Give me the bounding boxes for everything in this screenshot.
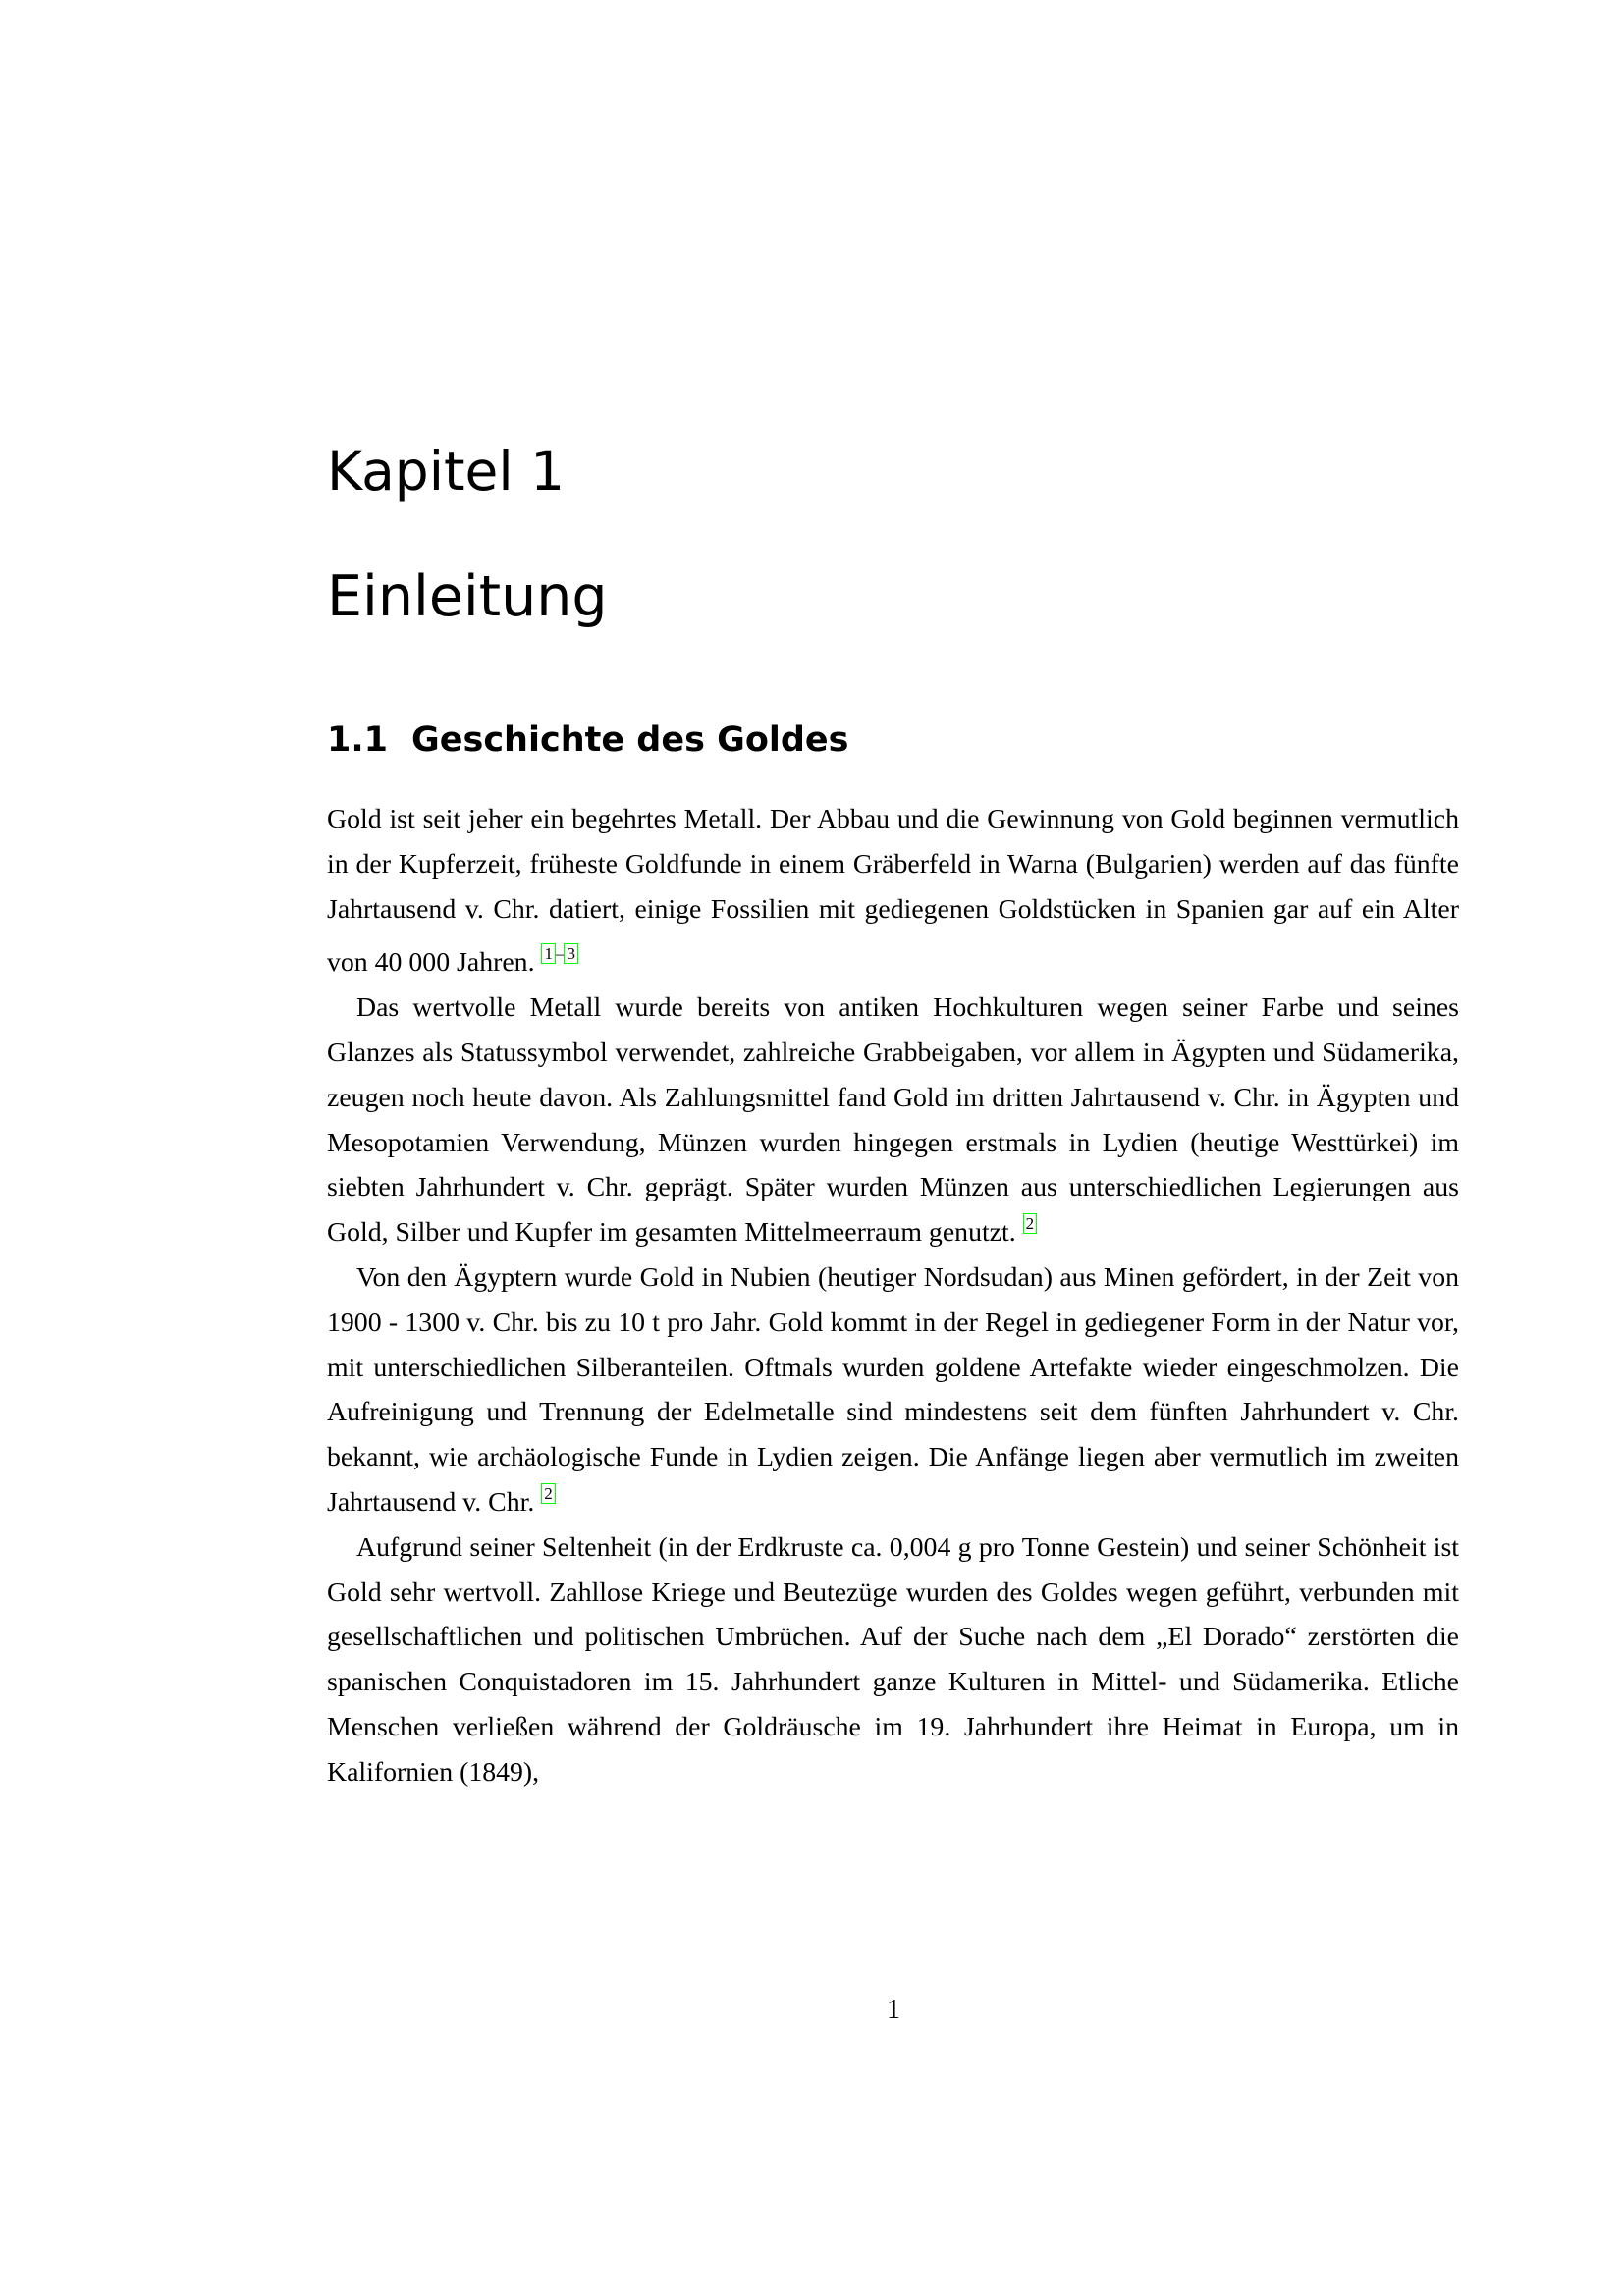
citation-link-2[interactable]: 2: [1023, 1213, 1038, 1234]
paragraph-1-text: Gold ist seit jeher ein begehrtes Metall. Der Abbau und die Gewinnung von Gold beginnen vermutlich in der Kupferzeit, früheste Goldfunde in einem Gräberfeld in Warna (Bulgarien) werden auf das fünfte Jahrtausend v. Chr. datiert, einige Fossilien mit gediegenen Goldstücken in Spanien gar auf ein Alter von 40 000 Jahren.: [327, 804, 1459, 979]
chapter-title: Einleitung: [327, 564, 608, 629]
section-title: Geschichte des Goldes: [411, 721, 849, 760]
paragraph-1: [327, 797, 1459, 986]
chapter-label: Kapitel 1: [327, 440, 566, 503]
citation-range-separator: –: [555, 944, 565, 964]
paragraph-3: [327, 1255, 1459, 1525]
paragraph-3-text: Von den Ägyptern wurde Gold in Nubien (heutiger Nordsudan) aus Minen gefördert, in der Zeit von 1900 - 1300 v. Chr. bis zu 10 t pro Jahr. Gold kommt in der Regel in gediegener Form in der Natur vor, mit unterschiedlichen Silberanteilen. Oftmals wurden goldene Artefakte wieder eingeschmolzen. Die Aufreinigung und Trennung der Edelmetalle sind mindestens seit dem fünften Jahrhundert v. Chr. bekannt, wie archäologische Funde in Lydien zeigen. Die Anfänge liegen aber vermutlich im zweiten Jahrtausend v. Chr.: [327, 1261, 1459, 1518]
body-text: [327, 797, 1459, 1795]
section-number: 1.1: [327, 721, 389, 760]
paragraph-4-text: Aufgrund seiner Seltenheit (in der Erdkruste ca. 0,004 g pro Tonne Gestein) und seiner Schönheit ist Gold sehr wertvoll. Zahllose Kriege und Beutezüge wurden des Goldes wegen geführt, verbunden mit gesellschaftlichen und politischen Umbrüchen. Auf der Suche nach dem „El Dorado“ zerstörten die spanischen Conquistadoren im 15. Jahrhundert ganze Kulturen in Mittel- und Südamerika. Etliche Menschen verließen während der Goldräusche im 19. Jahrhundert ihre Heimat in Europa, um in Kalifornien (1849),: [327, 1531, 1459, 1788]
citation-link-2[interactable]: 2: [541, 1483, 556, 1504]
page-number: 1: [887, 1995, 900, 2025]
paragraph-4: [327, 1525, 1459, 1795]
paragraph-2-text: Das wertvolle Metall wurde bereits von antiken Hochkulturen wegen seiner Farbe und seines Glanzes als Statussymbol verwendet, zahlreiche Grabbeigaben, vor allem in Ägypten und Südamerika, zeugen noch heute davon. Als Zahlungsmittel fand Gold im dritten Jahrtausend v. Chr. in Ägypten und Mesopotamien Verwendung, Münzen wurden hingegen erstmals in Lydien (heutige Westtürkei) im siebten Jahrhundert v. Chr. geprägt. Später wurden Münzen aus unterschiedlichen Legierungen aus Gold, Silber und Kupfer im gesamten Mittelmeerraum genutzt.: [327, 992, 1459, 1249]
citation-link-3[interactable]: 3: [564, 943, 578, 964]
citation-link-1[interactable]: 1: [541, 943, 556, 964]
section-heading: [327, 715, 849, 766]
paragraph-2: [327, 986, 1459, 1255]
